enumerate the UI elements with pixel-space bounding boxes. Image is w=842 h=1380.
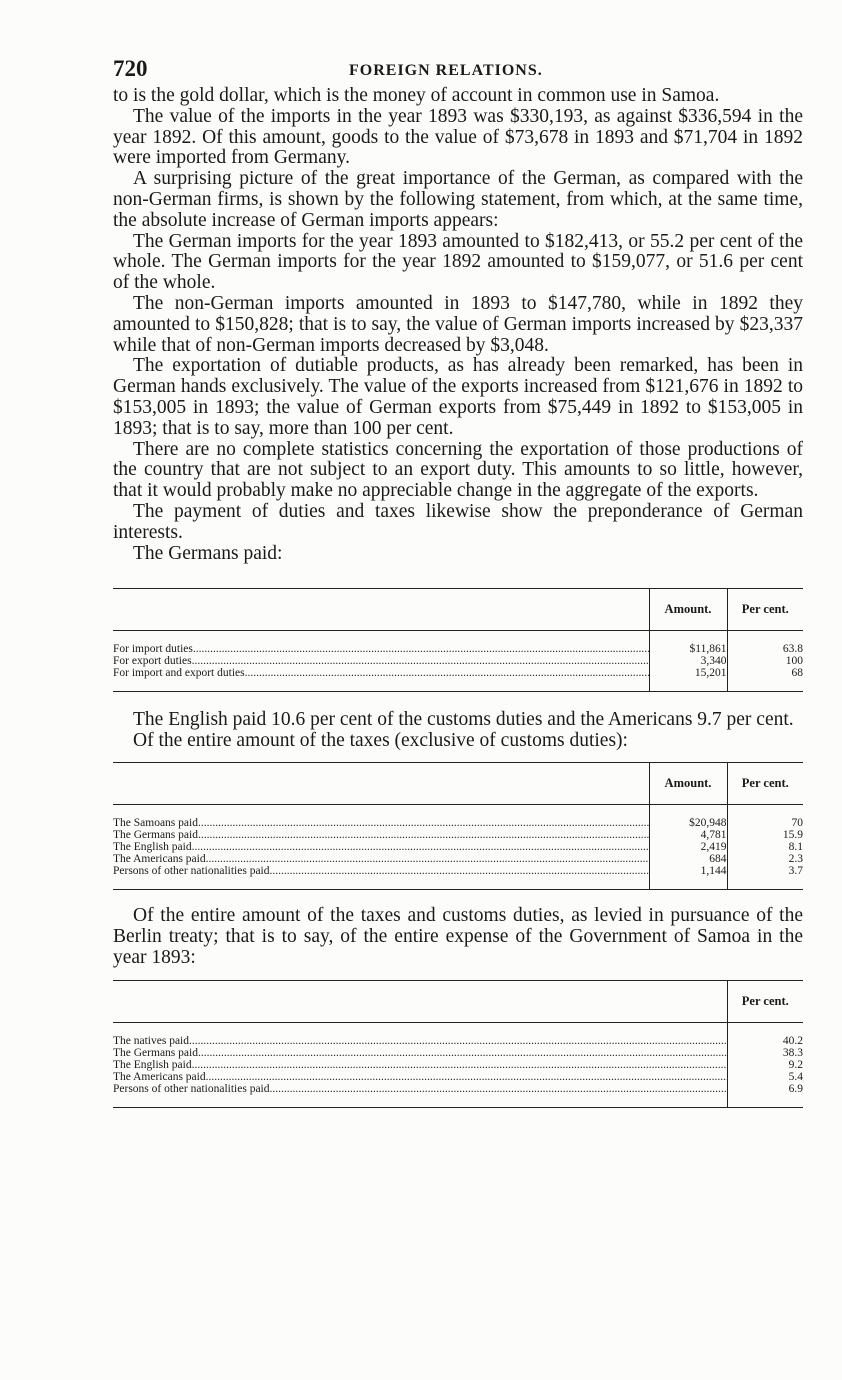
taxes-table: [113, 762, 803, 890]
row-percent: 15.9: [727, 829, 803, 841]
header-blank: [113, 589, 649, 631]
paragraph: Of the entire amount of the taxes (exclusive of customs duties):: [133, 730, 628, 752]
table-row: [113, 829, 803, 841]
header-percent: Per cent.: [727, 981, 803, 1023]
header-blank: [113, 762, 649, 804]
paragraph: The Germans paid:: [133, 542, 283, 564]
header-amount: Amount.: [649, 762, 727, 804]
row-percent: 2.3: [727, 853, 803, 865]
paragraph: The exportation of dutiable products, as has already been remarked, has been in German hands exclusively. The value of the exports increased from $121,676 in 1892 to $153,005 in 1893; the value of German exports from $75,449 in 1892 to $153,005 in 1893; that is to say, more than 100 per cent.: [113, 355, 803, 439]
row-percent: 9.2: [727, 1059, 803, 1071]
row-label: Persons of other nationalities paid .....: [113, 1083, 727, 1095]
table-row: [113, 1083, 803, 1095]
germans-paid-table: [113, 588, 803, 692]
row-percent: 3.7: [727, 865, 803, 877]
row-percent: 6.9: [727, 1083, 803, 1095]
paragraph: The non-German imports amounted in 1893 to $147,780, while in 1892 they amounted to $150,828; that is to say, the value of German imports increased by $23,337 while that of non-German imports decreased by $3,048.: [113, 292, 803, 356]
row-amount: 2,419: [649, 841, 727, 853]
government-expense-table: [113, 980, 803, 1108]
running-head: [113, 52, 803, 86]
row-amount: 3,340: [649, 655, 727, 667]
row-label: The Germans paid .....: [113, 1047, 727, 1059]
table-row: [113, 643, 803, 655]
paragraph: There are no complete statistics concerning the exportation of those productions of the country that are not subject to an export duty. This amounts to so little, however, that it would probably make no appreciable change in the aggregate of the exports.: [113, 438, 803, 502]
row-amount: 4,781: [649, 829, 727, 841]
table-row: [113, 841, 803, 853]
table-row: [113, 865, 803, 877]
table-row: [113, 1035, 803, 1047]
table-row: [113, 1047, 803, 1059]
row-label: Persons of other nationalities paid .....: [113, 865, 649, 877]
row-amount: $20,948: [649, 817, 727, 829]
row-label: For import and export duties .....: [113, 667, 649, 679]
row-amount: 15,201: [649, 667, 727, 679]
row-amount: 1,144: [649, 865, 727, 877]
paragraph: The payment of duties and taxes likewise show the preponderance of German interests.: [113, 500, 803, 543]
table-row: [113, 667, 803, 679]
row-label: For export duties .....: [113, 655, 649, 667]
row-label: The natives paid .....: [113, 1035, 727, 1047]
row-percent: 68: [727, 667, 803, 679]
row-amount: 684: [649, 853, 727, 865]
row-label: The Americans paid .....: [113, 1071, 727, 1083]
row-percent: 40.2: [727, 1035, 803, 1047]
table-row: [113, 1071, 803, 1083]
header-percent: Per cent.: [727, 762, 803, 804]
row-label: The Americans paid .....: [113, 853, 649, 865]
paragraph: The German imports for the year 1893 amounted to $182,413, or 55.2 per cent of the whole. The German imports for the year 1892 amounted to $159,077, or 51.6 per cent of the whole.: [113, 230, 803, 294]
table-row: [113, 1059, 803, 1071]
running-title: FOREIGN RELATIONS.: [349, 62, 543, 79]
header-percent: Per cent.: [727, 589, 803, 631]
row-label: The English paid .....: [113, 841, 649, 853]
row-label: The Samoans paid .....: [113, 817, 649, 829]
row-percent: 63.8: [727, 643, 803, 655]
paragraph: Of the entire amount of the taxes and customs duties, as levied in pursuance of the Berlin treaty; that is to say, of the entire expense of the Government of Samoa in the year 1893:: [113, 904, 803, 968]
row-percent: 100: [727, 655, 803, 667]
row-amount: $11,861: [649, 643, 727, 655]
row-percent: 70: [727, 817, 803, 829]
table-row: [113, 853, 803, 865]
header-amount: Amount.: [649, 589, 727, 631]
page: [113, 52, 803, 1108]
row-percent: 38.3: [727, 1047, 803, 1059]
row-label: The Germans paid .....: [113, 829, 649, 841]
table-row: [113, 817, 803, 829]
row-percent: 8.1: [727, 841, 803, 853]
row-percent: 5.4: [727, 1071, 803, 1083]
paragraph: A surprising picture of the great importance of the German, as compared with the non-German firms, is shown by the following statement, from which, at the same time, the absolute increase of German imports appears:: [113, 168, 803, 231]
paragraph: The value of the imports in the year 1893 was $330,193, as against $336,594 in the year 1892. Of this amount, goods to the value of $73,678 in 1893 and $71,704 in 1892 were imported from Germany.: [113, 105, 803, 169]
paragraph: to is the gold dollar, which is the money of account in common use in Samoa.: [113, 85, 720, 106]
row-label: For import duties .....: [113, 643, 649, 655]
header-blank: [113, 981, 727, 1023]
row-label: The English paid .....: [113, 1059, 727, 1071]
paragraph: The English paid 10.6 per cent of the customs duties and the Americans 9.7 per cent.: [133, 709, 794, 731]
table-row: [113, 655, 803, 667]
page-number: 720: [113, 56, 148, 81]
